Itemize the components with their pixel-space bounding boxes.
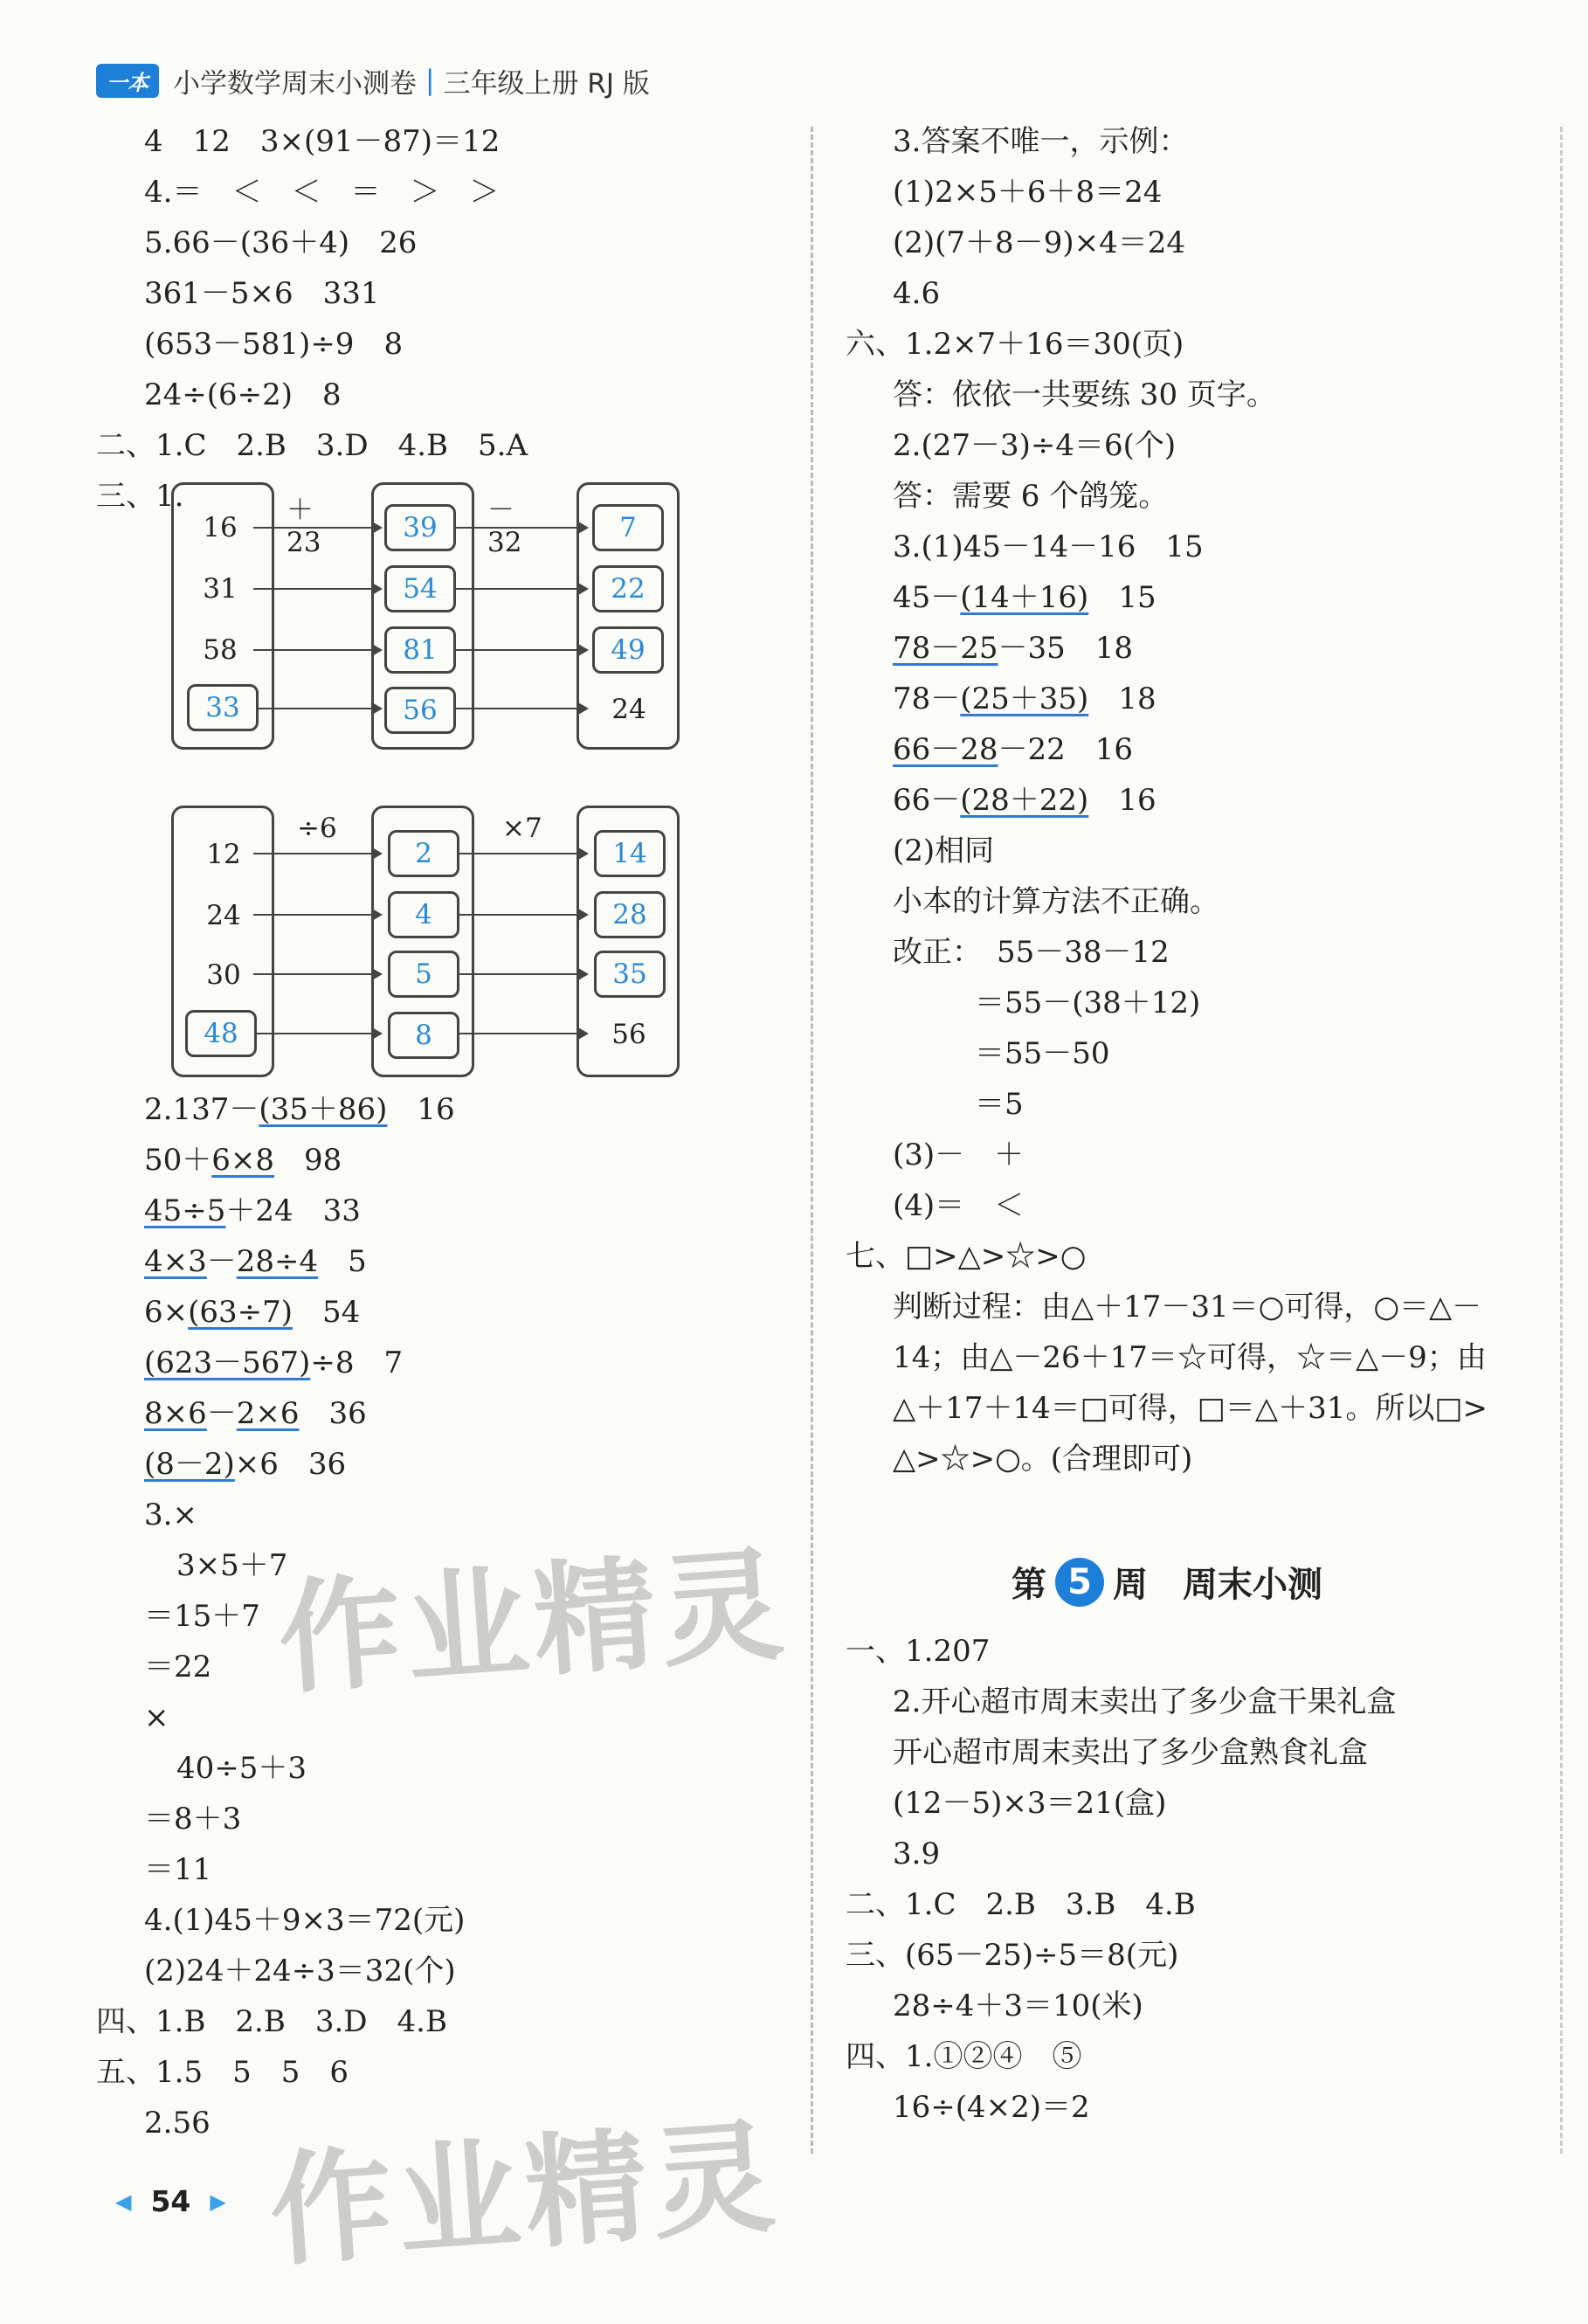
page-header [96,61,650,100]
operation-label: －32 [487,495,522,558]
answer-line: 答：需要 6 个鸽笼。 [893,479,1169,514]
answer-line: 66－28－22 16 [893,732,1134,767]
answer-line: 361－5×6 331 [144,276,380,311]
watermark: 作业精灵 [265,2106,784,2285]
next-page-icon[interactable]: ▶ [210,2189,226,2214]
watermark: 作业精灵 [273,1533,793,1712]
arrow [253,914,381,916]
answer-box: 81 [384,626,456,674]
answer-line: 3×5＋7 [176,1548,288,1583]
week-section-title: 第 5 周 周末小测 [1011,1557,1322,1607]
answer-line: 40÷5＋3 [176,1751,307,1786]
prev-page-icon[interactable]: ◀ [115,2189,132,2214]
operation-label: ＋23 [287,495,321,558]
answer-line: 答：依依一共要练 30 页字。 [893,377,1276,412]
answer-line: 3.答案不唯一，示例： [893,124,1189,159]
section-three-answers: 三、(65－25)÷5＝8(元) [846,1938,1179,1973]
answer-line: 3.× [144,1497,197,1532]
answer-box: 14 [594,830,666,877]
answer-line: (12－5)×3＝21(盒) [893,1786,1167,1821]
answer-box: 7 [592,504,664,551]
answer-line: 6×(63÷7) 54 [144,1295,361,1330]
section-seven-answer: 七、□>△>☆>○ [846,1239,1087,1274]
arrow [456,588,587,590]
answer-line: (8－2)×6 36 [144,1447,347,1482]
page-footer [96,2184,245,2218]
number-value: 31 [203,573,238,605]
answer-box: 48 [185,1010,257,1057]
answer-box: 49 [592,626,664,674]
arrow [253,853,381,854]
arrow [456,708,587,709]
section-five-answers: 五、1.5 5 5 6 [96,2055,349,2090]
answer-line: 45－(14＋16) 15 [893,580,1156,615]
answer-line: △>☆>○。(合理即可) [893,1442,1193,1477]
week-number-badge: 5 [1055,1558,1104,1607]
section-one-answers: 一、1.207 [846,1634,991,1669]
answer-line: × [144,1700,169,1735]
answer-line: 2.(27－3)÷4＝6(个) [893,428,1177,463]
answer-line: 2.开心超市周末卖出了多少盒干果礼盒 [893,1684,1397,1719]
number-value: 24 [611,694,646,725]
arrow [458,853,587,854]
arrow [458,914,587,916]
answer-box: 39 [384,504,456,551]
answer-line: 2.137－(35＋86) 16 [144,1092,455,1127]
answer-line: (2)(7＋8－9)×4＝24 [893,225,1185,260]
answer-line: 45÷5＋24 33 [144,1193,361,1228]
answer-line: 4×3－28÷4 5 [144,1244,367,1279]
arrow [253,649,381,651]
answer-box: 5 [388,951,459,998]
answer-line: 2.56 [144,2106,211,2141]
answer-line: 28÷4＋3＝10(米) [893,1989,1143,2023]
answer-line: 4 12 3×(91－87)＝12 [144,124,501,159]
answer-box: 56 [384,687,456,734]
answer-box: 35 [594,951,666,998]
section-two-answers: 二、1.C 2.B 3.D 4.B 5.A [96,428,528,463]
answer-line: (2)24＋24÷3＝32(个) [144,1954,456,1989]
answer-line: 小本的计算方法不正确。 [893,884,1219,919]
answer-line: ＝11 [144,1852,212,1887]
answer-box: 28 [594,891,666,938]
column-divider [811,127,813,2154]
answer-line: ＝15＋7 [144,1599,260,1634]
answer-line: ＝55－50 [975,1036,1110,1071]
arrow [458,1033,587,1034]
answer-line: 24÷(6÷2) 8 [144,377,342,412]
answer-line: 3.(1)45－14－16 15 [893,529,1204,564]
answer-line: ＝22 [144,1650,212,1684]
answer-box: 8 [388,1012,459,1059]
answer-line: ＝8＋3 [144,1802,242,1836]
answer-box: 4 [388,891,459,938]
page-number: 54 [150,2184,191,2218]
brand-logo: 一本 [96,64,159,98]
arrow [253,527,381,529]
answer-line: 50＋6×8 98 [144,1143,342,1178]
operation-label: ×7 [502,813,542,844]
answer-line: (653－581)÷9 8 [144,327,404,362]
answer-line: 开心超市周末卖出了多少盒熟食礼盒 [893,1735,1368,1770]
operation-label: ÷6 [297,813,337,844]
arrow [259,708,381,709]
section-four-answers: 四、1.B 2.B 3.D 4.B [96,2004,447,2039]
answer-box: 2 [388,830,459,877]
section-four-answers: 四、1.①②④ ⑤ [846,2039,1082,2074]
answer-line: 78－(25＋35) 18 [893,681,1156,716]
section-three-label: 三、1. [96,479,184,514]
answer-box: 54 [384,565,456,612]
book-subtitle: 三年级上册 RJ 版 [443,67,650,100]
answer-line: (4)＝ ＜ [893,1188,1025,1223]
number-value: 12 [206,839,241,870]
right-edge-divider [1560,127,1563,2154]
answer-box: 33 [187,684,259,731]
arrow [255,1033,381,1034]
arrow [458,973,587,975]
answer-line: ＝55－(38＋12) [975,986,1201,1020]
arrow [456,649,587,651]
answer-line: (1)2×5＋6＋8＝24 [893,175,1163,210]
section-two-answers: 二、1.C 2.B 3.B 4.B [846,1887,1196,1922]
answer-line: 66－(28＋22) 16 [893,783,1156,818]
number-value: 56 [611,1019,646,1050]
number-value: 16 [203,512,238,543]
answer-line: 78－25－35 18 [893,631,1134,666]
section-six-answers: 六、1.2×7＋16＝30(页) [846,327,1184,362]
number-value: 58 [203,634,238,666]
answer-line: 4.6 [893,276,941,311]
answer-line: (2)相同 [893,833,995,868]
answer-line: 16÷(4×2)＝2 [893,2090,1090,2125]
header-separator: | [425,65,435,96]
number-value: 30 [206,959,241,991]
answer-box: 22 [592,565,664,612]
answer-line: 8×6－2×6 36 [144,1396,367,1431]
answer-line: ＝5 [975,1087,1024,1122]
answer-line: (623－567)÷8 7 [144,1345,404,1380]
answer-line: 4.＝ ＜ ＜ ＝ ＞ ＞ [144,175,500,210]
answer-line: 4.(1)45＋9×3＝72(元) [144,1903,466,1938]
arrow [456,527,587,529]
arrow [253,588,381,590]
book-title: 小学数学周末小测卷 [173,67,417,100]
answer-line: 5.66－(36＋4) 26 [144,225,418,260]
arrow [253,973,381,975]
answer-line: 3.9 [893,1836,941,1871]
answer-line: 改正： 55－38－12 [893,935,1170,970]
answer-line: 判断过程：由△＋17－31＝○可得，○＝△－ [893,1290,1482,1325]
number-value: 24 [206,900,241,931]
answer-line: 14；由△－26＋17＝☆可得，☆＝△－9；由 [893,1340,1487,1375]
answer-line: △＋17＋14＝□可得，□＝△＋31。所以□> [893,1391,1488,1426]
answer-line: (3)－ ＋ [893,1138,1025,1172]
